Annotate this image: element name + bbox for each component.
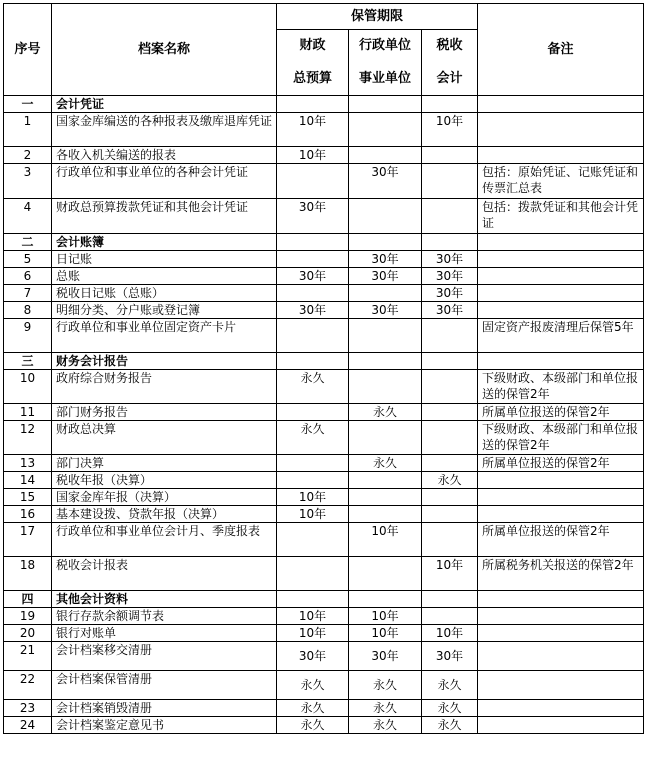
name-header: 档案名称 [52,4,277,96]
row-remark [478,234,644,251]
row-name: 其他会计资料 [52,591,277,608]
period-admin [349,472,422,489]
table-row [4,642,644,671]
period-finance: 10年 [277,147,349,164]
period-admin [349,353,422,370]
period-admin: 永久 [349,455,422,472]
period-finance: 永久 [277,671,349,700]
period-tax [422,404,478,421]
period-tax [422,489,478,506]
table-row [4,285,644,302]
col-admin-label-1: 行政单位 [349,30,422,63]
row-number: 1 [4,113,52,147]
row-name: 财政总决算 [52,421,277,455]
row-number: 18 [4,557,52,591]
period-finance: 永久 [277,700,349,717]
row-remark [478,147,644,164]
table-row [4,489,644,506]
period-admin: 永久 [349,404,422,421]
period-tax [422,96,478,113]
row-name: 银行对账单 [52,625,277,642]
col-tax-label-2: 会计 [422,63,478,96]
row-number: 23 [4,700,52,717]
row-number: 16 [4,506,52,523]
period-tax [422,591,478,608]
row-number: 4 [4,199,52,234]
period-tax [422,506,478,523]
period-finance: 10年 [277,608,349,625]
period-finance [277,285,349,302]
table-row [4,700,644,717]
table-row [4,404,644,421]
col-admin-label-2: 事业单位 [349,63,422,96]
table-row [4,164,644,199]
row-remark [478,285,644,302]
row-name: 部门财务报告 [52,404,277,421]
row-number: 15 [4,489,52,506]
period-tax [422,147,478,164]
table-row [4,147,644,164]
row-remark [478,268,644,285]
period-tax [422,199,478,234]
period-tax: 永久 [422,472,478,489]
period-finance: 30年 [277,199,349,234]
row-number: 二 [4,234,52,251]
period-tax: 永久 [422,700,478,717]
col-finance-label-2: 总预算 [277,63,349,96]
period-tax: 30年 [422,642,478,671]
period-admin: 10年 [349,625,422,642]
period-admin [349,319,422,353]
row-name: 政府综合财务报告 [52,370,277,404]
period-admin [349,370,422,404]
period-finance [277,472,349,489]
period-finance: 10年 [277,489,349,506]
period-admin [349,234,422,251]
row-remark: 下级财政、本级部门和单位报送的保管2年 [478,421,644,455]
period-admin [349,591,422,608]
period-admin [349,557,422,591]
period-admin [349,421,422,455]
row-number: 5 [4,251,52,268]
period-finance: 10年 [277,113,349,147]
row-remark [478,506,644,523]
row-remark: 所属单位报送的保管2年 [478,404,644,421]
period-finance: 30年 [277,642,349,671]
period-tax [422,608,478,625]
row-name: 会计账簿 [52,234,277,251]
row-number: 24 [4,717,52,734]
period-tax [422,319,478,353]
period-admin: 永久 [349,717,422,734]
row-name: 部门决算 [52,455,277,472]
row-remark: 所属单位报送的保管2年 [478,455,644,472]
row-number: 21 [4,642,52,671]
period-tax [422,353,478,370]
period-finance [277,523,349,557]
row-number: 3 [4,164,52,199]
retention-table [3,3,644,734]
row-name: 会计档案移交清册 [52,642,277,671]
row-number: 一 [4,96,52,113]
section-row [4,234,644,251]
table-row [4,421,644,455]
period-tax: 永久 [422,671,478,700]
row-number: 17 [4,523,52,557]
row-remark [478,608,644,625]
period-admin: 30年 [349,268,422,285]
period-admin: 永久 [349,700,422,717]
table-row [4,625,644,642]
row-remark [478,353,644,370]
period-admin: 10年 [349,608,422,625]
table-row [4,199,644,234]
row-remark: 固定资产报废清理后保管5年 [478,319,644,353]
row-number: 10 [4,370,52,404]
table-row [4,608,644,625]
period-tax [422,455,478,472]
row-name: 国家金库年报（决算） [52,489,277,506]
period-finance [277,557,349,591]
period-finance: 30年 [277,268,349,285]
row-remark: 下级财政、本级部门和单位报送的保管2年 [478,370,644,404]
period-finance: 10年 [277,625,349,642]
row-name: 行政单位和事业单位的各种会计凭证 [52,164,277,199]
row-number: 12 [4,421,52,455]
row-number: 11 [4,404,52,421]
row-remark [478,642,644,671]
period-admin [349,489,422,506]
period-admin [349,96,422,113]
row-remark: 包括：拨款凭证和其他会计凭证 [478,199,644,234]
table-row [4,268,644,285]
row-name: 会计档案保管清册 [52,671,277,700]
row-name: 会计档案鉴定意见书 [52,717,277,734]
period-tax [422,523,478,557]
row-name: 各收入机关编送的报表 [52,147,277,164]
row-remark [478,96,644,113]
row-remark [478,717,644,734]
period-tax: 30年 [422,268,478,285]
section-row [4,591,644,608]
row-number: 7 [4,285,52,302]
period-finance [277,319,349,353]
period-admin [349,113,422,147]
period-tax: 30年 [422,251,478,268]
period-finance: 10年 [277,506,349,523]
row-name: 银行存款余额调节表 [52,608,277,625]
period-tax: 30年 [422,302,478,319]
period-admin: 永久 [349,671,422,700]
period-admin [349,199,422,234]
period-admin [349,285,422,302]
table-row [4,671,644,700]
period-finance: 永久 [277,421,349,455]
row-remark [478,113,644,147]
row-number: 20 [4,625,52,642]
row-name: 税收年报（决算） [52,472,277,489]
period-header: 保管期限 [277,4,478,30]
row-name: 国家金库编送的各种报表及缴库退库凭证 [52,113,277,147]
col-finance-label-1: 财政 [277,30,349,63]
row-name: 会计档案销毁清册 [52,700,277,717]
period-finance [277,591,349,608]
row-number: 三 [4,353,52,370]
period-tax: 10年 [422,625,478,642]
period-finance [277,96,349,113]
table-row [4,113,644,147]
row-remark [478,489,644,506]
row-remark [478,302,644,319]
period-finance [277,251,349,268]
row-name: 基本建设拨、贷款年报（决算） [52,506,277,523]
period-admin: 30年 [349,642,422,671]
period-tax [422,370,478,404]
row-name: 税收会计报表 [52,557,277,591]
period-tax [422,234,478,251]
row-remark: 包括：原始凭证、记账凭证和传票汇总表 [478,164,644,199]
row-number: 6 [4,268,52,285]
row-number: 13 [4,455,52,472]
row-number: 四 [4,591,52,608]
row-remark [478,671,644,700]
period-finance [277,353,349,370]
row-name: 会计凭证 [52,96,277,113]
table-row [4,370,644,404]
table-row [4,523,644,557]
period-finance: 永久 [277,717,349,734]
row-remark [478,625,644,642]
table-row [4,472,644,489]
row-name: 税收日记账（总账） [52,285,277,302]
row-name: 行政单位和事业单位会计月、季度报表 [52,523,277,557]
period-admin [349,147,422,164]
period-finance [277,234,349,251]
period-tax [422,164,478,199]
row-remark: 所属税务机关报送的保管2年 [478,557,644,591]
table-row [4,302,644,319]
period-tax: 30年 [422,285,478,302]
period-finance: 30年 [277,302,349,319]
col-tax-label-1: 税收 [422,30,478,63]
row-name: 财务会计报告 [52,353,277,370]
period-admin [349,506,422,523]
period-tax: 10年 [422,113,478,147]
row-remark [478,591,644,608]
period-tax: 10年 [422,557,478,591]
row-remark [478,472,644,489]
row-number: 9 [4,319,52,353]
row-number: 14 [4,472,52,489]
period-finance [277,404,349,421]
row-name: 总账 [52,268,277,285]
section-row [4,96,644,113]
row-name: 日记账 [52,251,277,268]
table-row [4,251,644,268]
table-row [4,717,644,734]
row-number: 8 [4,302,52,319]
table-row [4,557,644,591]
table-row [4,455,644,472]
table-row [4,506,644,523]
row-number: 22 [4,671,52,700]
period-tax [422,421,478,455]
period-finance [277,455,349,472]
period-finance: 永久 [277,370,349,404]
row-name: 行政单位和事业单位固定资产卡片 [52,319,277,353]
period-admin: 10年 [349,523,422,557]
period-finance [277,164,349,199]
row-name: 财政总预算拨款凭证和其他会计凭证 [52,199,277,234]
section-row [4,353,644,370]
period-admin: 30年 [349,164,422,199]
seq-header: 序号 [4,4,52,96]
period-tax: 永久 [422,717,478,734]
period-admin: 30年 [349,302,422,319]
table-row [4,319,644,353]
row-remark: 所属单位报送的保管2年 [478,523,644,557]
row-remark [478,251,644,268]
row-remark [478,700,644,717]
row-name: 明细分类、分户账或登记簿 [52,302,277,319]
row-number: 2 [4,147,52,164]
period-admin: 30年 [349,251,422,268]
remark-header: 备注 [478,4,644,96]
row-number: 19 [4,608,52,625]
